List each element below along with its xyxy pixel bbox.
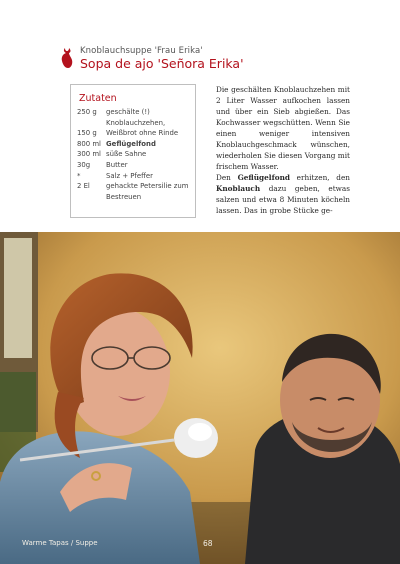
ingredient-row <box>77 171 193 182</box>
ingredient-quantity: 250 g <box>77 108 97 116</box>
ingredient-name: geschälte (!) Knoblauchzehen, <box>106 108 166 127</box>
ingredient-name: Geflügelfond <box>106 139 156 148</box>
ingredient-quantity: * <box>77 171 81 180</box>
ingredient-row <box>77 107 193 128</box>
ingredient-row <box>77 160 193 171</box>
recipe-instructions <box>216 84 350 216</box>
ingredient-quantity: 2 El <box>77 182 90 191</box>
instructions-paragraph-2 <box>216 172 350 216</box>
text-run: dazu geben, etwas salzen und etwa 8 Minuten köcheln lassen. Das in grobe Stücke ge- <box>216 184 350 215</box>
ingredient-quantity: 800 ml <box>77 139 101 148</box>
bull-silhouette-icon <box>60 47 74 69</box>
ingredient-row <box>77 149 193 160</box>
picture-canvas <box>4 238 32 358</box>
ingredient-row <box>77 139 193 150</box>
footer-section-label: Warme Tapas / Suppe <box>22 539 98 547</box>
recipe-title: Sopa de ajo 'Señora Erika' <box>80 56 244 71</box>
ingredients-list <box>77 107 193 202</box>
ingredient-quantity: 150 g <box>77 129 97 138</box>
text-run: Den <box>216 173 238 182</box>
ingredient-name: Weißbrot ohne Rinde <box>106 129 179 138</box>
ingredients-title: Zutaten <box>79 93 117 104</box>
ingredient-name: Butter <box>106 160 128 169</box>
instructions-paragraph-1: Die geschälten Knoblauchzehen mit 2 Liter Wasser aufkochen lassen und über ein Sieb abgießen. Das Kochwasser wegschütten. Wenn Sie einen weniger intensiven Knoblauchgeschmack wünschen, wiederholen Sie diesen Vorgang mit frischem Wasser. <box>216 85 350 171</box>
ingredient-quantity: 300 ml <box>77 150 101 159</box>
ingredient-row <box>77 128 193 139</box>
page-number: 68 <box>203 539 213 548</box>
ingredient-name: süße Sahne <box>106 150 147 159</box>
text-run: erhitzen, den <box>289 173 350 182</box>
ingredients-box <box>70 84 196 218</box>
ingredient-highlight: Knoblauch <box>216 184 261 193</box>
photo-illustration <box>0 232 400 564</box>
ingredient-highlight: Geflügelfond <box>237 173 290 182</box>
recipe-subtitle: Knoblauchsuppe 'Frau Erika' <box>80 46 203 56</box>
ingredient-name: Salz + Pfeffer <box>106 171 153 180</box>
ingredient-row <box>77 181 193 202</box>
tasting-photo <box>0 232 400 564</box>
ingredient-name: gehackte Petersilie zum Bestreuen <box>106 182 189 201</box>
ingredient-quantity: 30g <box>77 160 91 169</box>
